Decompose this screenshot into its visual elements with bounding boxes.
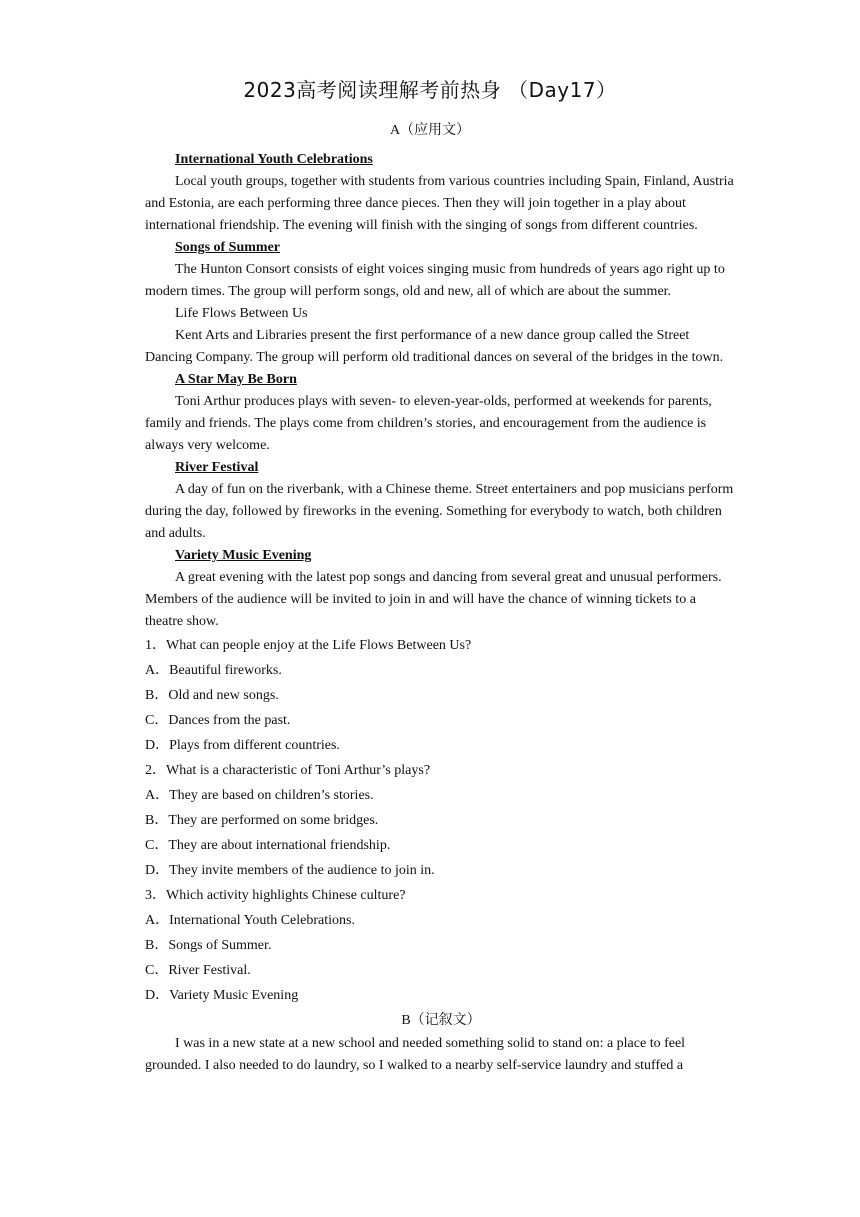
question-block (145, 633, 737, 758)
option-b: B．Songs of Summer. (145, 938, 272, 953)
question-text: 1．What can people enjoy at the Life Flows Between Us? (145, 638, 472, 653)
entry-text: Local youth groups, together with students from various countries including Spain, Finland, Austria and Estonia, are each performing three dance pieces. Then they will join together in a play about international friendship. The evening will finish with the singing of songs from different countries. (145, 174, 734, 233)
entry-text: A great evening with the latest pop songs and dancing from several great and unusual performers. Members of the audience will be invited to join in and will have the chance of winning tickets to a theatre show. (145, 570, 722, 629)
option-a: A．Beautiful fireworks. (145, 663, 282, 678)
page-title: 2023高考阅读理解考前热身 （Day17） (243, 78, 617, 102)
entry-text: Kent Arts and Libraries present the first performance of a new dance group called the Street Dancing Company. The group will perform old traditional dances on several of the bridges in the town. (145, 328, 724, 365)
option-c: C．River Festival. (145, 963, 251, 978)
section-a-content (145, 149, 737, 1077)
option-c: C．Dances from the past. (145, 713, 291, 728)
option-d: D．They invite members of the audience to join in. (145, 863, 435, 878)
section-a-label: A（应用文） (389, 123, 471, 138)
entry-heading: River Festival (175, 460, 259, 475)
entry-heading: Variety Music Evening (175, 548, 312, 563)
option-b: B．Old and new songs. (145, 688, 279, 703)
section-b-label: B（记叙文） (401, 1013, 481, 1028)
option-c: C．They are about international friendship. (145, 838, 391, 853)
entry-text: A day of fun on the riverbank, with a Chinese theme. Street entertainers and pop musicians perform during the day, followed by fireworks in the evening. Something for everybody to watch, both children and adults. (145, 482, 734, 541)
entry-heading: Life Flows Between Us (175, 306, 308, 321)
entry-text: The Hunton Consort consists of eight voices singing music from hundreds of years ago right up to modern times. The group will perform songs, old and new, all of which are about the summer. (145, 262, 725, 299)
option-a: A．International Youth Celebrations. (145, 913, 355, 928)
entry-heading: Songs of Summer (175, 240, 281, 255)
section-b-text: I was in a new state at a new school and needed something solid to stand on: a place to feel grounded. I also needed to do laundry, so I walked to a nearby self-service laundry and stuffed a (145, 1036, 686, 1073)
option-d: D．Variety Music Evening (145, 988, 299, 1003)
entry-heading: International Youth Celebrations (175, 152, 373, 167)
question-text: 3．Which activity highlights Chinese culture? (145, 888, 406, 903)
option-b: B．They are performed on some bridges. (145, 813, 379, 828)
question-text: 2．What is a characteristic of Toni Arthur’s plays? (145, 763, 431, 778)
option-a: A．They are based on children’s stories. (145, 788, 374, 803)
entry-text: Toni Arthur produces plays with seven- to eleven-year-olds, performed at weekends for parents, family and friends. The plays come from children’s stories, and encouragement from the audience is always very welcome. (145, 394, 712, 453)
entry-heading: A Star May Be Born (175, 372, 297, 387)
question-block (145, 883, 737, 1008)
option-d: D．Plays from different countries. (145, 738, 340, 753)
question-block (145, 758, 737, 883)
